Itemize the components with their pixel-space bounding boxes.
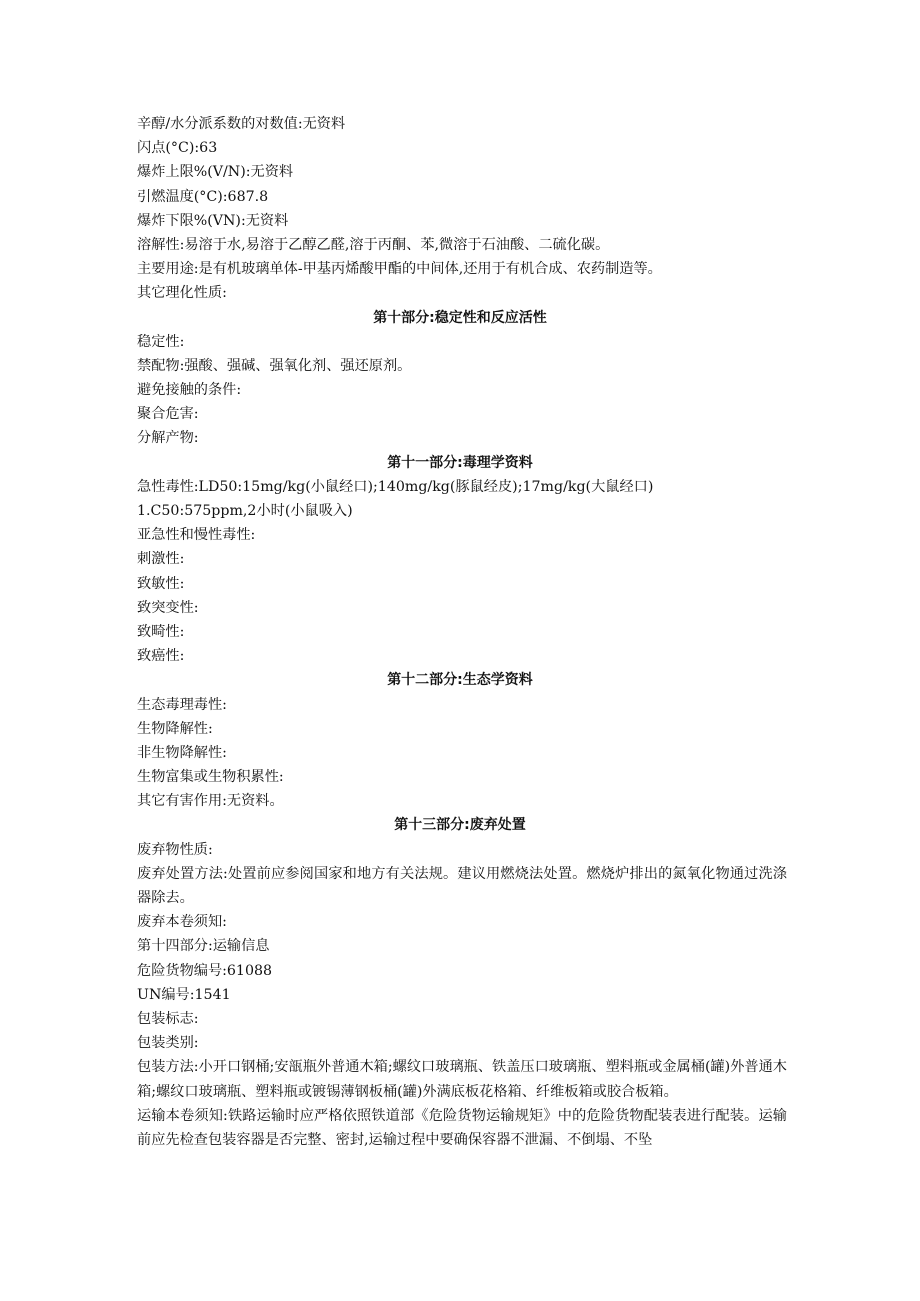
section14-title-line: 第十四部分:运输信息 [137,938,270,955]
polymerization-line: 聚合危害: [137,406,199,423]
section13-heading: 第十三部分:废弃处置 [394,817,526,834]
lc50-line: 1.C50:575ppm,2小时(小鼠吸入) [137,503,353,519]
bioaccumulation-line: 生物富集或生物积累性: [137,769,284,786]
un-no-line: UN编号:1541 [137,986,231,1003]
carcinogenicity-line: 致癌性: [137,648,185,665]
packaging-mark-line: 包装标志: [137,1010,199,1027]
irritation-line: 刺激性: [137,551,185,568]
avoid-conditions-line: 避免接触的条件: [137,382,242,399]
main-use-line: 主要用途:是有机玻璃单体-甲基丙烯酸甲酯的中间体,还用于有机合成、农药制造等。 [137,261,662,278]
sensitization-line: 致敏性: [137,575,185,592]
disposal-notes-line: 废弃本卷须知: [137,914,227,931]
log-kow-line: 辛醇/水分派系数的对数值:无资料 [137,116,346,132]
ecotoxicity-line: 生态毒理毒性: [137,696,227,713]
lower-explosive-limit-line: 爆炸下限%(VN):无资料 [137,212,289,229]
transport-notes-paragraph: 运输本卷须知:铁路运输时应严格依照铁道部《危险货物运输规矩》中的危险货物配装表进行配装。运输前应先检查包装容器是否完整、密封,运输过程中要确保容器不泄漏、不倒塌、不坠 [137,1107,787,1148]
mutagenicity-line: 致突变性: [137,599,199,616]
teratogenicity-line: 致畸性: [137,623,185,640]
non-biodegradability-line: 非生物降解性: [137,744,227,761]
upper-explosive-limit-line: 爆炸上限%(V/N):无资料 [137,164,294,181]
decomposition-line: 分解产物: [137,430,199,447]
section10-heading: 第十部分:稳定性和反应活性 [373,309,547,326]
waste-nature-line: 废弃物性质: [137,841,213,858]
packaging-class-line: 包装类别: [137,1035,199,1052]
packaging-method-paragraph: 包装方法:小开口钢桶;安瓿瓶外普通木箱;螺纹口玻璃瓶、铁盖压口玻璃瓶、塑料瓶或金属桶(罐)外普通木箱;螺纹口玻璃瓶、塑料瓶或镀锡薄钢板桶(罐)外满底板花格箱、纤维板箱或胶合板箱。 [137,1059,787,1100]
other-effects-line: 其它有害作用:无资料。 [137,793,284,810]
stability-line: 稳定性: [137,333,185,350]
flash-point-line: 闪点(°C):63 [137,140,218,157]
section11-heading: 第十一部分:毒理学资料 [387,454,533,471]
acute-toxicity-line: 急性毒性:LD50:15mg/kg(小鼠经口);140mg/kg(豚鼠经皮);17mg/kg(大鼠经口) [137,478,654,495]
document-page [137,112,787,1152]
section12-heading: 第十二部分:生态学资料 [387,672,533,689]
solubility-line: 溶解性:易溶于水,易溶于乙醇乙醛,溶于丙酮、苯,微溶于石油酸、二硫化碳。 [137,236,610,253]
disposal-method-paragraph: 废弃处置方法:处置前应参阅国家和地方有关法规。建议用燃烧法处置。燃烧炉排出的氮氧化物通过洗涤器除去。 [137,865,787,907]
biodegradability-line: 生物降解性: [137,720,213,737]
other-properties-line: 其它理化性质: [137,285,227,302]
autoignition-temp-line: 引燃温度(°C):687.8 [137,188,269,205]
incompatible-line: 禁配物:强酸、强碱、强氧化剂、强还原剂。 [137,357,412,374]
dangerous-goods-no-line: 危险货物编号:61088 [137,962,273,979]
subacute-line: 亚急性和慢性毒性: [137,527,256,544]
